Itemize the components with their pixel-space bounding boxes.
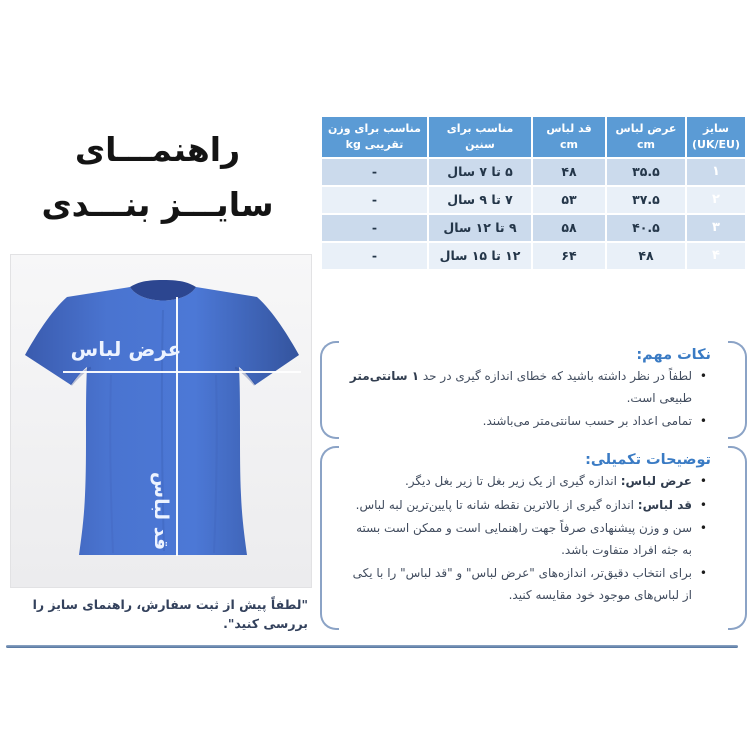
table-cell: ۴۰.۵ xyxy=(607,215,685,241)
size-table-header xyxy=(322,117,745,157)
bottom-divider xyxy=(6,645,738,648)
bracket-left-icon xyxy=(320,341,339,439)
page-title xyxy=(30,122,285,233)
table-cell: - xyxy=(322,187,427,213)
table-row xyxy=(322,243,745,269)
tshirt-figure xyxy=(10,254,312,588)
table-cell: ۳۵.۵ xyxy=(607,159,685,185)
bracket-right-icon xyxy=(728,446,747,630)
order-reminder-note: "لطفاً پیش از ثبت سفارش، راهنمای سایز را بررسی کنید". xyxy=(32,597,308,631)
table-row xyxy=(322,187,745,213)
details-list xyxy=(320,471,747,607)
table-cell: ۹ تا ۱۲ سال xyxy=(429,215,531,241)
table-cell: ۴۸ xyxy=(533,159,605,185)
bullet-item: • لطفاً در نظر داشته باشید که خطای اندازه گیری در حد ۱ سانتی‌متر طبیعی است. xyxy=(346,366,707,409)
notes-list xyxy=(320,366,747,433)
table-cell: ۶۴ xyxy=(533,243,605,269)
table-cell: - xyxy=(322,215,427,241)
details-heading: توضیحات تکمیلی: xyxy=(585,452,711,468)
table-cell: ۵۸ xyxy=(533,215,605,241)
bullet-item: • سن و وزن پیشنهادی صرفاً جهت راهنمایی است و ممکن است بسته به جثه افراد متفاوت باشد. xyxy=(346,518,707,561)
table-cell: - xyxy=(322,243,427,269)
size-table-body xyxy=(322,159,745,269)
column-header: عرض لباس cm xyxy=(607,117,685,157)
important-notes-section xyxy=(320,340,747,440)
bracket-right-icon xyxy=(728,341,747,439)
size-table xyxy=(320,115,747,271)
size-cell: ۴ xyxy=(687,243,745,269)
table-cell: ۵۳ xyxy=(533,187,605,213)
size-cell: ۳ xyxy=(687,215,745,241)
table-cell: ۱۲ تا ۱۵ سال xyxy=(429,243,531,269)
table-cell: ۳۷.۵ xyxy=(607,187,685,213)
table-cell: ۵ تا ۷ سال xyxy=(429,159,531,185)
table-row xyxy=(322,159,745,185)
table-cell: ۷ تا ۹ سال xyxy=(429,187,531,213)
column-header: سایز (UK/EU) xyxy=(687,117,745,157)
bullet-item: • تمامی اعداد بر حسب سانتی‌متر می‌باشند. xyxy=(346,411,707,433)
size-cell: ۱ xyxy=(687,159,745,185)
bullet-item: • عرض لباس: اندازه گیری از یک زیر بغل تا زیر بغل دیگر. xyxy=(346,471,707,493)
table-cell: - xyxy=(322,159,427,185)
notes-heading: نکات مهم: xyxy=(636,347,711,363)
table-row xyxy=(322,215,745,241)
page-title-line2: سایـــز بنـــدی xyxy=(41,185,274,225)
size-cell: ۲ xyxy=(687,187,745,213)
column-header: قد لباس cm xyxy=(533,117,605,157)
column-header: مناسب برای سنین xyxy=(429,117,531,157)
bullet-item: • برای انتخاب دقیق‌تر، اندازه‌های "عرض لباس" و "قد لباس" را با یکی از لباس‌های موجود خود مقایسه کنید. xyxy=(346,563,707,606)
length-measure-label: قد لباس xyxy=(150,471,172,551)
additional-details-section xyxy=(320,445,747,631)
table-cell: ۴۸ xyxy=(607,243,685,269)
page-title-line1: راهنمـــای xyxy=(74,130,241,169)
table-header-row xyxy=(322,117,745,157)
width-measure-label: عرض لباس xyxy=(70,337,182,361)
bracket-left-icon xyxy=(320,446,339,630)
bullet-item: • قد لباس: اندازه گیری از بالاترین نقطه شانه تا پایین‌ترین لبه لباس. xyxy=(346,495,707,517)
column-header: مناسب برای وزن تقریبی kg xyxy=(322,117,427,157)
